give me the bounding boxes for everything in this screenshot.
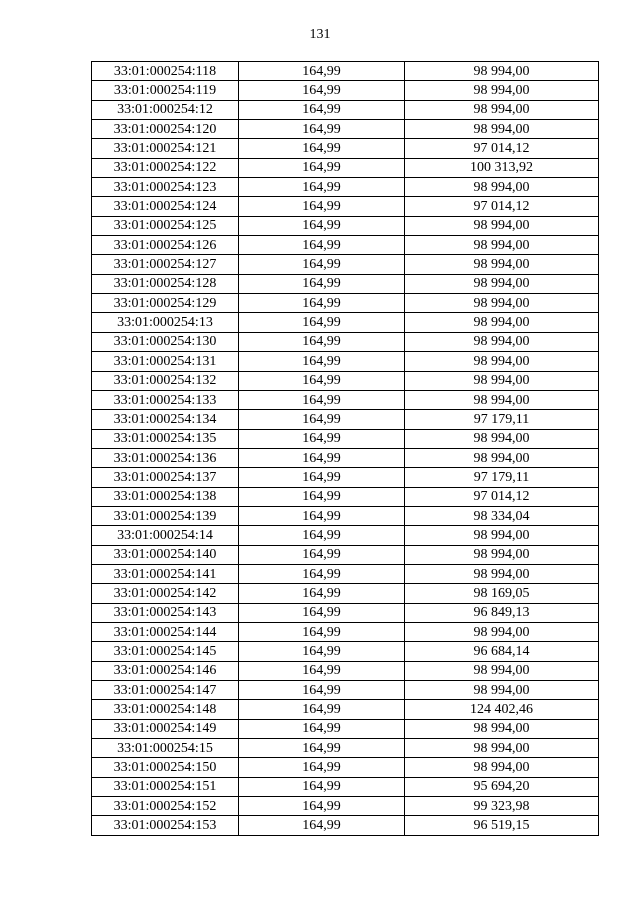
value-cell: 124 402,46 [405,700,599,719]
value-cell: 98 994,00 [405,661,599,680]
cadastral-number-cell: 33:01:000254:122 [92,158,239,177]
cadastral-number-cell: 33:01:000254:135 [92,429,239,448]
area-cell: 164,99 [239,816,405,835]
area-cell: 164,99 [239,622,405,641]
value-cell: 96 684,14 [405,642,599,661]
area-cell: 164,99 [239,448,405,467]
table-row [92,622,599,641]
value-cell: 98 994,00 [405,681,599,700]
table-row [92,178,599,197]
area-cell: 164,99 [239,545,405,564]
value-cell: 98 994,00 [405,526,599,545]
cadastral-number-cell: 33:01:000254:12 [92,100,239,119]
area-cell: 164,99 [239,410,405,429]
table-row [92,410,599,429]
value-cell: 98 994,00 [405,236,599,255]
page-number: 131 [309,27,331,42]
table-row [92,448,599,467]
table-row [92,390,599,409]
table-row [92,120,599,139]
table-row [92,216,599,235]
cadastral-number-cell: 33:01:000254:143 [92,603,239,622]
table-row [92,545,599,564]
cadastral-number-cell: 33:01:000254:133 [92,390,239,409]
area-cell: 164,99 [239,564,405,583]
table-row [92,371,599,390]
area-cell: 164,99 [239,313,405,332]
cadastral-number-cell: 33:01:000254:145 [92,642,239,661]
table-row [92,739,599,758]
cadastral-number-cell: 33:01:000254:118 [92,62,239,81]
table-row [92,584,599,603]
value-cell: 98 994,00 [405,564,599,583]
table-row [92,777,599,796]
value-cell: 97 179,11 [405,468,599,487]
area-cell: 164,99 [239,100,405,119]
table-row [92,603,599,622]
area-cell: 164,99 [239,294,405,313]
cadastral-number-cell: 33:01:000254:142 [92,584,239,603]
table-row [92,700,599,719]
table-row [92,158,599,177]
area-cell: 164,99 [239,197,405,216]
area-cell: 164,99 [239,758,405,777]
area-cell: 164,99 [239,62,405,81]
area-cell: 164,99 [239,797,405,816]
area-cell: 164,99 [239,352,405,371]
cadastral-number-cell: 33:01:000254:152 [92,797,239,816]
value-cell: 98 994,00 [405,274,599,293]
cadastral-number-cell: 33:01:000254:124 [92,197,239,216]
cadastral-number-cell: 33:01:000254:150 [92,758,239,777]
area-cell: 164,99 [239,487,405,506]
value-cell: 98 994,00 [405,371,599,390]
value-cell: 98 994,00 [405,719,599,738]
table-row [92,661,599,680]
table-row [92,139,599,158]
cadastral-number-cell: 33:01:000254:119 [92,81,239,100]
value-cell: 98 994,00 [405,178,599,197]
table-row [92,313,599,332]
value-cell: 97 014,12 [405,487,599,506]
cadastral-number-cell: 33:01:000254:138 [92,487,239,506]
table-row [92,197,599,216]
value-cell: 95 694,20 [405,777,599,796]
area-cell: 164,99 [239,429,405,448]
table-row [92,564,599,583]
value-cell: 98 994,00 [405,81,599,100]
cadastral-number-cell: 33:01:000254:149 [92,719,239,738]
cadastral-number-cell: 33:01:000254:148 [92,700,239,719]
table-row [92,487,599,506]
table-row [92,797,599,816]
value-cell: 99 323,98 [405,797,599,816]
area-cell: 164,99 [239,158,405,177]
table-row [92,62,599,81]
value-cell: 98 334,04 [405,506,599,525]
cadastral-number-cell: 33:01:000254:132 [92,371,239,390]
value-cell: 98 994,00 [405,332,599,351]
value-cell: 97 014,12 [405,139,599,158]
table-row [92,274,599,293]
area-cell: 164,99 [239,139,405,158]
cadastral-number-cell: 33:01:000254:130 [92,332,239,351]
cadastral-number-cell: 33:01:000254:129 [92,294,239,313]
table-row [92,255,599,274]
cadastral-number-cell: 33:01:000254:126 [92,236,239,255]
value-cell: 98 994,00 [405,390,599,409]
value-cell: 98 994,00 [405,313,599,332]
cadastral-number-cell: 33:01:000254:121 [92,139,239,158]
value-cell: 96 849,13 [405,603,599,622]
area-cell: 164,99 [239,719,405,738]
table-row [92,100,599,119]
table-row [92,506,599,525]
area-cell: 164,99 [239,332,405,351]
table-row [92,681,599,700]
cadastral-number-cell: 33:01:000254:140 [92,545,239,564]
value-cell: 98 994,00 [405,622,599,641]
value-cell: 100 313,92 [405,158,599,177]
cadastral-number-cell: 33:01:000254:147 [92,681,239,700]
cadastral-number-cell: 33:01:000254:125 [92,216,239,235]
value-cell: 98 994,00 [405,62,599,81]
area-cell: 164,99 [239,468,405,487]
table-row [92,758,599,777]
area-cell: 164,99 [239,700,405,719]
cadastral-number-cell: 33:01:000254:131 [92,352,239,371]
table-row [92,719,599,738]
cadastral-number-cell: 33:01:000254:127 [92,255,239,274]
cadastral-number-cell: 33:01:000254:120 [92,120,239,139]
table-row [92,81,599,100]
table-row [92,294,599,313]
table-body [92,62,599,836]
cadastral-number-cell: 33:01:000254:137 [92,468,239,487]
cadastral-number-cell: 33:01:000254:139 [92,506,239,525]
area-cell: 164,99 [239,178,405,197]
area-cell: 164,99 [239,526,405,545]
table-row [92,816,599,835]
area-cell: 164,99 [239,584,405,603]
value-cell: 97 179,11 [405,410,599,429]
area-cell: 164,99 [239,506,405,525]
area-cell: 164,99 [239,681,405,700]
cadastral-number-cell: 33:01:000254:13 [92,313,239,332]
table-row [92,642,599,661]
cadastral-number-cell: 33:01:000254:153 [92,816,239,835]
cadastral-number-cell: 33:01:000254:146 [92,661,239,680]
value-cell: 98 994,00 [405,545,599,564]
area-cell: 164,99 [239,390,405,409]
area-cell: 164,99 [239,603,405,622]
table-row [92,468,599,487]
table-row [92,429,599,448]
value-cell: 98 994,00 [405,216,599,235]
area-cell: 164,99 [239,236,405,255]
cadastral-number-cell: 33:01:000254:123 [92,178,239,197]
value-cell: 98 994,00 [405,120,599,139]
value-cell: 97 014,12 [405,197,599,216]
cadastral-number-cell: 33:01:000254:128 [92,274,239,293]
cadastral-number-cell: 33:01:000254:144 [92,622,239,641]
value-cell: 96 519,15 [405,816,599,835]
value-cell: 98 994,00 [405,739,599,758]
cadastral-number-cell: 33:01:000254:15 [92,739,239,758]
cadastral-number-cell: 33:01:000254:136 [92,448,239,467]
value-cell: 98 994,00 [405,100,599,119]
table-row [92,352,599,371]
table-row [92,236,599,255]
area-cell: 164,99 [239,777,405,796]
area-cell: 164,99 [239,216,405,235]
cadastral-number-cell: 33:01:000254:134 [92,410,239,429]
cadastral-number-cell: 33:01:000254:14 [92,526,239,545]
table-row [92,332,599,351]
area-cell: 164,99 [239,120,405,139]
area-cell: 164,99 [239,739,405,758]
area-cell: 164,99 [239,255,405,274]
cadastral-number-cell: 33:01:000254:141 [92,564,239,583]
area-cell: 164,99 [239,642,405,661]
value-cell: 98 994,00 [405,758,599,777]
value-cell: 98 994,00 [405,294,599,313]
value-cell: 98 169,05 [405,584,599,603]
value-cell: 98 994,00 [405,352,599,371]
value-cell: 98 994,00 [405,448,599,467]
area-cell: 164,99 [239,274,405,293]
area-cell: 164,99 [239,81,405,100]
value-cell: 98 994,00 [405,255,599,274]
area-cell: 164,99 [239,371,405,390]
cadastral-number-cell: 33:01:000254:151 [92,777,239,796]
value-cell: 98 994,00 [405,429,599,448]
area-cell: 164,99 [239,661,405,680]
table-row [92,526,599,545]
cadastre-table [91,61,599,836]
